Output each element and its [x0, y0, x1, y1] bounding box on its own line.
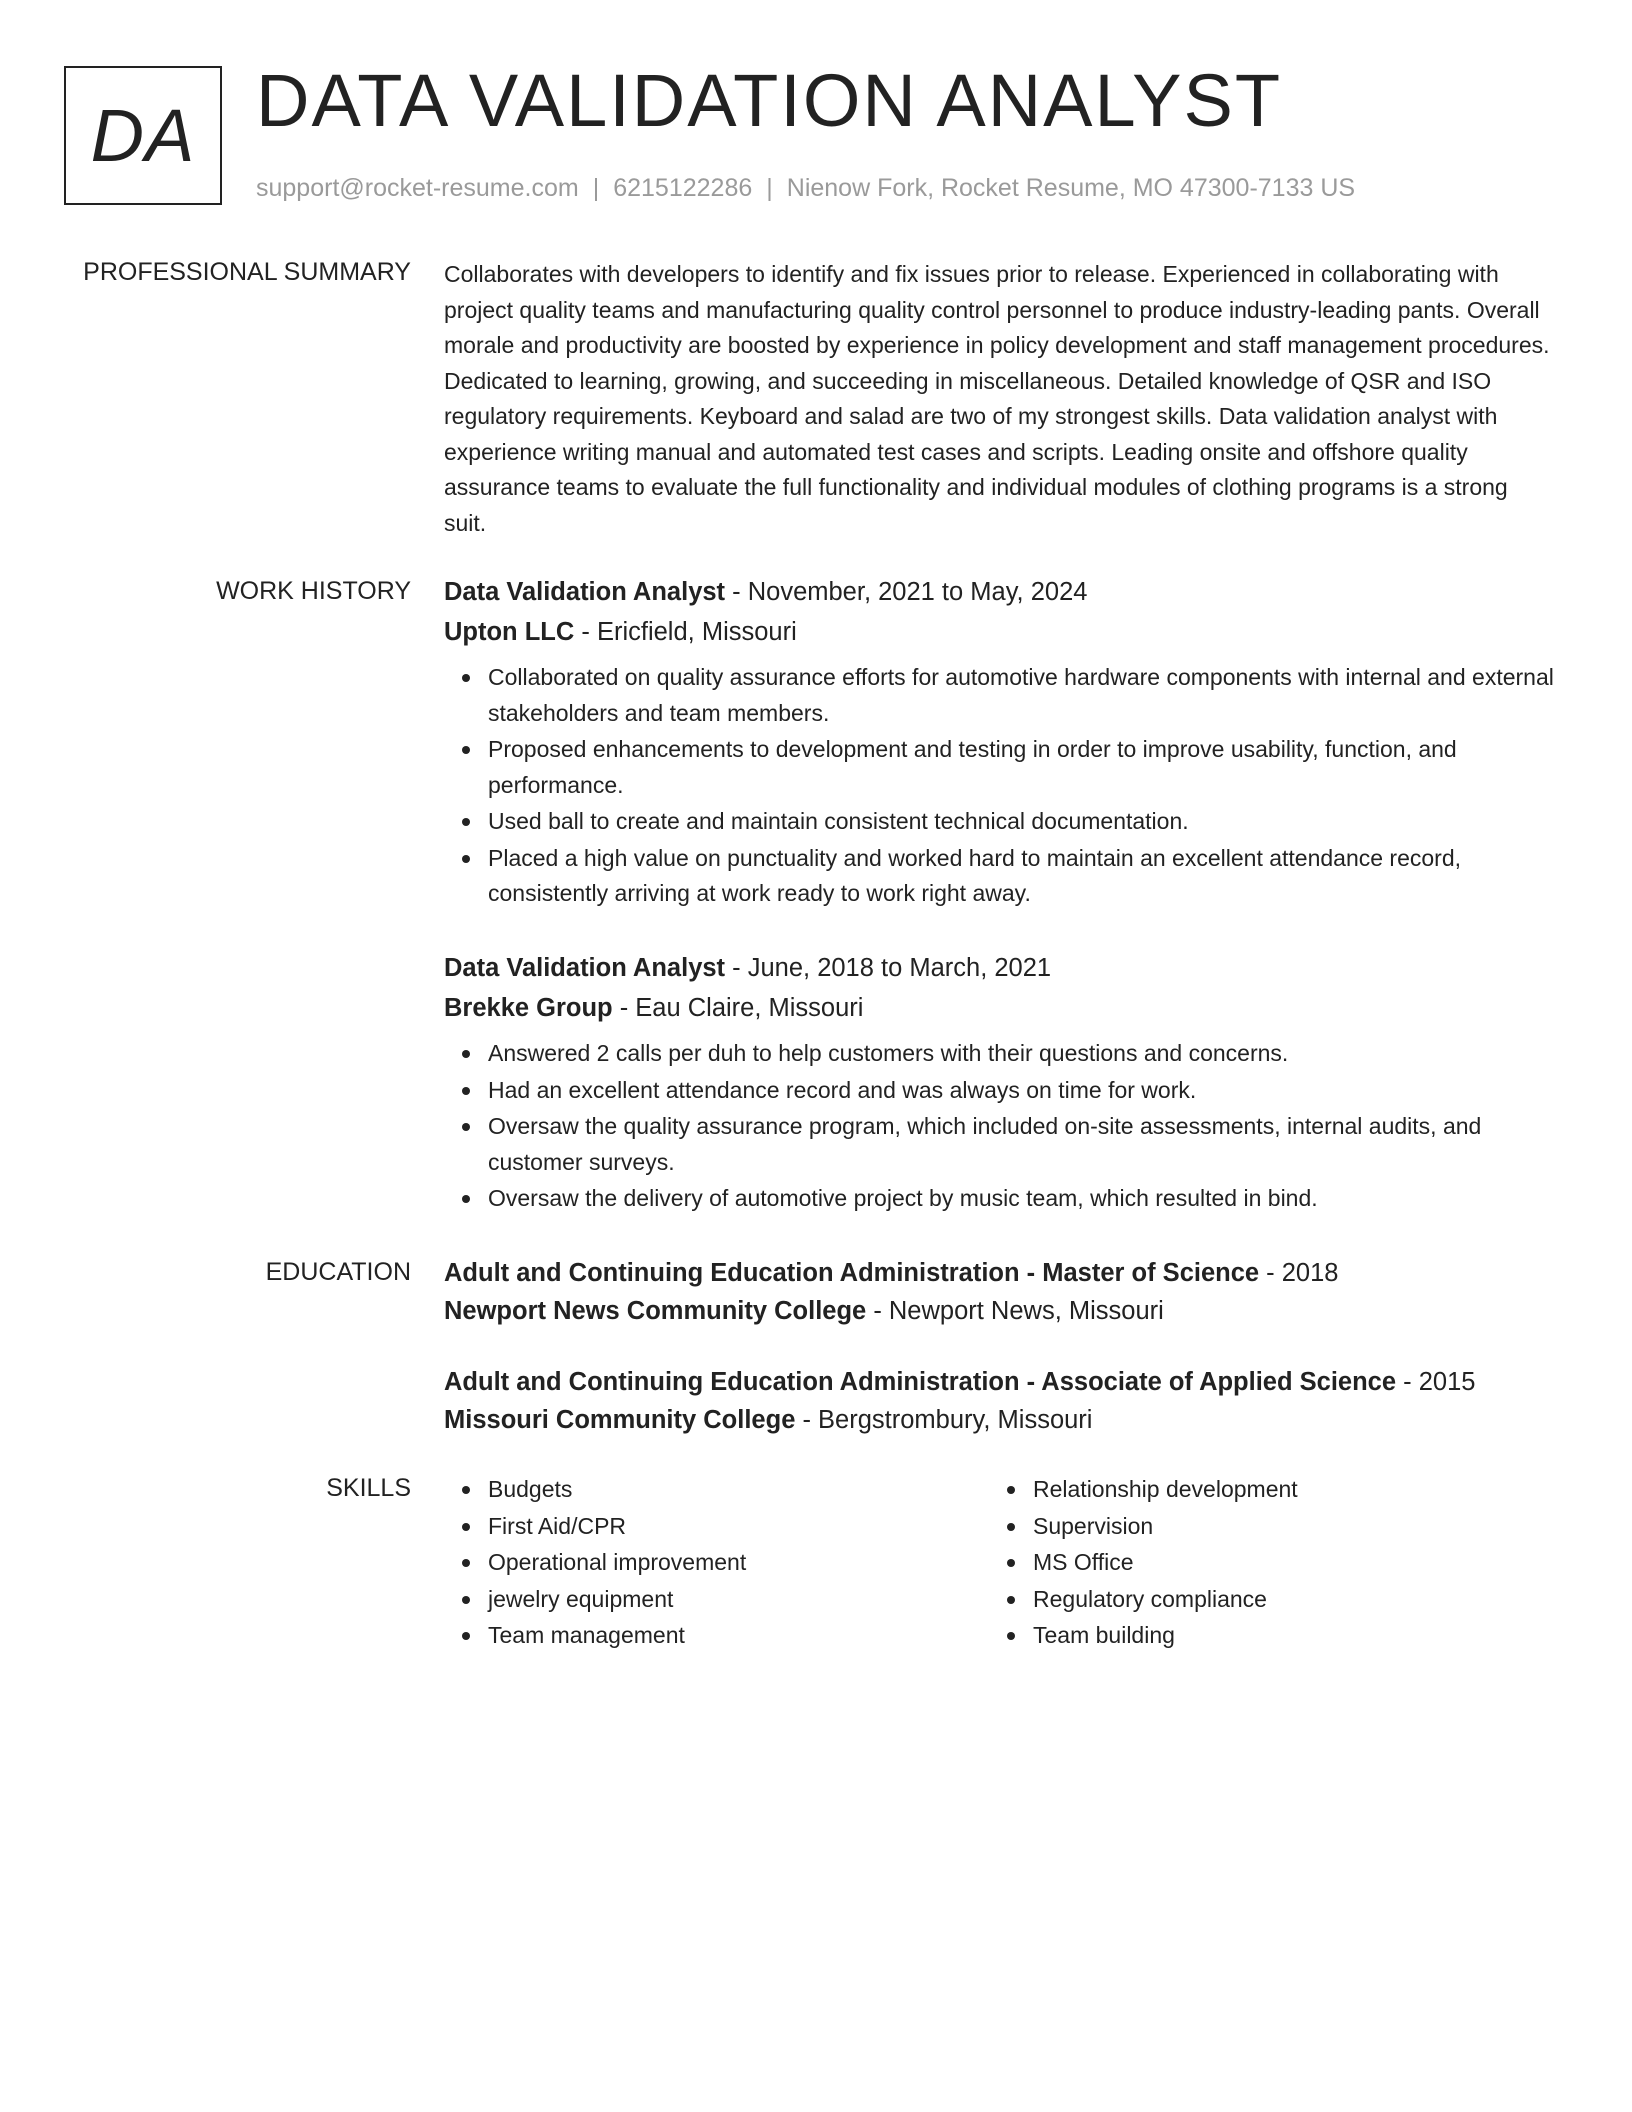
- skill-item: Operational improvement: [488, 1545, 989, 1581]
- education-entry: [444, 1363, 1554, 1439]
- skill-item: Supervision: [1033, 1509, 1534, 1545]
- contact-separator: |: [766, 174, 773, 202]
- education-location: - Bergstrombury, Missouri: [795, 1406, 1093, 1434]
- job-title: Data Validation Analyst: [444, 954, 726, 982]
- job-title-line: [444, 572, 1554, 612]
- job-duties-list: [444, 660, 1554, 912]
- work-history-section-label: WORK HISTORY: [216, 577, 411, 605]
- skill-item: Budgets: [488, 1472, 989, 1508]
- job-entry: [444, 948, 1554, 1218]
- list-item: Used ball to create and maintain consistent technical documentation.: [488, 804, 1554, 840]
- skill-item: Team building: [1033, 1618, 1534, 1654]
- skill-item: MS Office: [1033, 1545, 1534, 1581]
- education-section-label: EDUCATION: [265, 1258, 411, 1286]
- skills-section: [444, 1472, 1554, 1655]
- education-location: - Newport News, Missouri: [866, 1297, 1164, 1325]
- contact-address: Nienow Fork, Rocket Resume, MO 47300-7133 US: [786, 174, 1356, 202]
- education-degree-line: [444, 1363, 1554, 1401]
- summary-section: [444, 257, 1554, 541]
- education-degree: Adult and Continuing Education Administration - Master of Science: [444, 1259, 1260, 1287]
- skills-grid: [444, 1472, 1554, 1655]
- job-company: Upton LLC: [444, 618, 575, 646]
- education-school: Newport News Community College: [444, 1297, 867, 1325]
- list-item: Proposed enhancements to development and testing in order to improve usability, function, and performance.: [488, 732, 1554, 803]
- job-dates: - June, 2018 to March, 2021: [725, 954, 1052, 982]
- education-entry: [444, 1254, 1554, 1330]
- skill-item: First Aid/CPR: [488, 1509, 989, 1545]
- job-location: - Ericfield, Missouri: [574, 618, 797, 646]
- list-item: Answered 2 calls per duh to help customers with their questions and concerns.: [488, 1036, 1554, 1072]
- skill-item: Regulatory compliance: [1033, 1582, 1534, 1618]
- job-company-line: [444, 612, 1554, 652]
- contact-phone: 6215122286: [613, 174, 753, 202]
- list-item: Collaborated on quality assurance efforts for automotive hardware components with internal and external stakeholders and team members.: [488, 660, 1554, 731]
- summary-text: Collaborates with developers to identify and fix issues prior to release. Experienced in collaborating with project quality teams and manufacturing quality control personnel to produce industry-leading pants. Overall morale and productivity are boosted by experience in policy development and staff management procedures. Dedicated to learning, growing, and succeeding in miscellaneous. Detailed knowledge of QSR and ISO regulatory requirements. Keyboard and salad are two of my strongest skills. Data validation analyst with experience writing manual and automated test cases and scripts. Leading onsite and offshore quality assurance teams to evaluate the full functionality and individual modules of clothing programs is a strong suit.: [444, 261, 1550, 536]
- job-dates: - November, 2021 to May, 2024: [725, 578, 1088, 606]
- list-item: Had an excellent attendance record and was always on time for work.: [488, 1073, 1554, 1109]
- skill-item: jewelry equipment: [488, 1582, 989, 1618]
- skills-column-right: [989, 1472, 1534, 1655]
- skills-list: [989, 1472, 1534, 1654]
- education-school-line: [444, 1401, 1554, 1439]
- skills-column-left: [444, 1472, 989, 1655]
- contact-line: [256, 174, 1355, 203]
- job-title-line: [444, 948, 1554, 988]
- job-duties-list: [444, 1036, 1554, 1217]
- contact-separator: |: [592, 174, 600, 202]
- job-title: Data Validation Analyst: [444, 578, 726, 606]
- education-year: - 2015: [1396, 1368, 1476, 1396]
- contact-email: support@rocket-resume.com: [256, 174, 579, 202]
- initials-monogram: [64, 66, 222, 205]
- list-item: Placed a high value on punctuality and worked hard to maintain an excellent attendance record, consistently arriving at work ready to work right away.: [488, 841, 1554, 912]
- list-item: Oversaw the quality assurance program, which included on-site assessments, internal audits, and customer surveys.: [488, 1109, 1554, 1180]
- education-degree: Adult and Continuing Education Administration - Associate of Applied Science: [444, 1368, 1397, 1396]
- education-school-line: [444, 1292, 1554, 1330]
- skills-section-label: SKILLS: [326, 1474, 411, 1502]
- education-degree-line: [444, 1254, 1554, 1292]
- job-location: - Eau Claire, Missouri: [612, 994, 864, 1022]
- job-company: Brekke Group: [444, 994, 613, 1022]
- job-company-line: [444, 988, 1554, 1028]
- page-title: DATA VALIDATION ANALYST: [256, 59, 1283, 142]
- list-item: Oversaw the delivery of automotive project by music team, which resulted in bind.: [488, 1181, 1554, 1217]
- initials-text: DA: [90, 94, 196, 177]
- skills-list: [444, 1472, 989, 1654]
- skill-item: Relationship development: [1033, 1472, 1534, 1508]
- education-school: Missouri Community College: [444, 1406, 796, 1434]
- education-year: - 2018: [1259, 1259, 1339, 1287]
- job-entry: [444, 572, 1554, 913]
- summary-section-label: PROFESSIONAL SUMMARY: [83, 258, 411, 286]
- skill-item: Team management: [488, 1618, 989, 1654]
